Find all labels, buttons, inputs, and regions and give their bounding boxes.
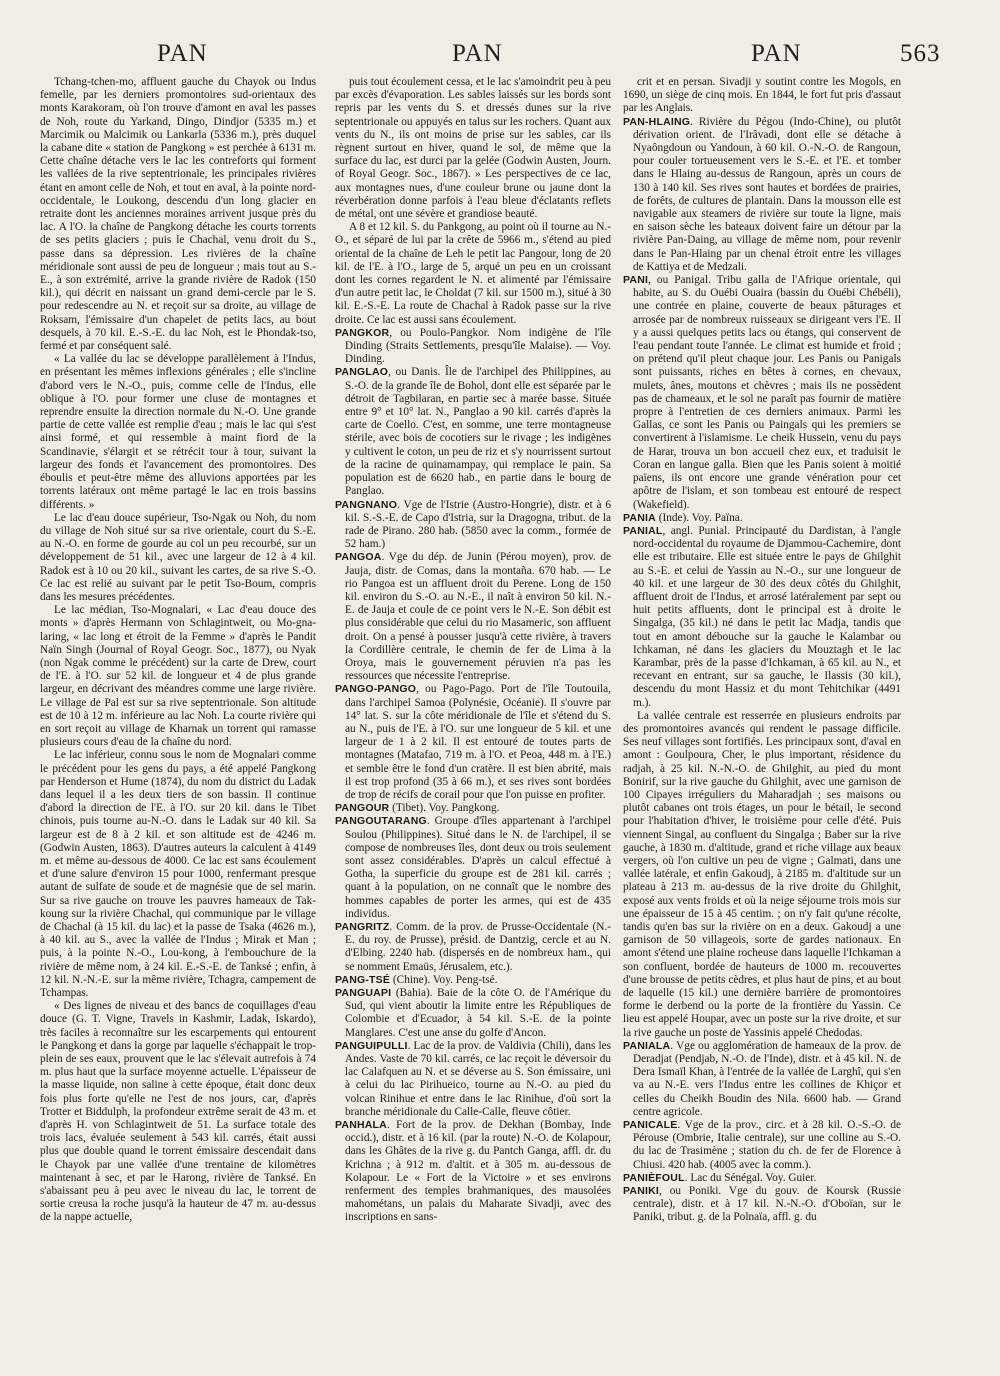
dictionary-entry (623, 1040, 901, 1119)
page-number: 563 (900, 40, 941, 67)
paragraph: « La vallée du lac se développe parallèlement à l'Indus, en présentant les mêmes inflexions générales ; elle s'incline d'abord vers le N.-O., puis, comme celle de l'Indus, elle oblique à l'O. pour former une cluse de montagnes et reprendre ensuite la direction normale du N.-O. Une grande partie de cette vallée est remplie d'eau ; mais le lac qui s'est ainsi formé, et qui ressemble à maint fiord de la Scandinavie, s'élargit et se rétrécit tour à tour, suivant la largeur des fonds et l'avancement des promontoires. Des éboulis et peut-être même des alluvions apportées par les torrents latéraux ont même partagé le lac en trois bassins différents. » (40, 353, 316, 511)
paragraph: A 8 et 12 kil. S. du Pankgong, au point où il tourne au N.-O., et séparé de lui par la crête de 5966 m., s'étend au pied oriental de la chaîne de Leh le petit lac Pangour, long de 20 kil. de l'E. à l'O., large de 5, arqué un peu en un croissant dont les cornes regardent le N. et alimenté par l'émissaire d'un autre petit lac, le Choldat (7 kil. sur 1500 m.), situé à 30 kil. E.-S.-E. La route de Chachal à Radok passe sur la rive droite. Ce lac est aussi sans écoulement. (335, 221, 611, 326)
paragraph: La vallée centrale est resserrée en plusieurs endroits par des promontoires avancés qui rendent le passage difficile. Ses neuf villages sont fortifiés. Les principaux sont, d'aval en amont : Goulpoura, Cher, le plus important, résidence du radjah, à 25 kil. N.-N.-O. de Ghilghit, au pied du mont Bonirif, sur la rive gauche du Ghilghit, avec une garnison de 100 Cipayes irréguliers du Maharadjah ; ses maisons ou plutôt cabanes ont trois étages, un pour le bétail, le second pour l'habitation d'hiver, le troisième pour celle d'été. Puis viennent Singal, au confluent du Singalga ; Baber sur la rive gauche, à 1830 m. d'altitude, grand et riche village aux beaux vergers, où l'on cultive un peu de vigne ; Galmati, dans une vallée latérale, et enfin Gakoudj, à 2185 m. d'altitude sur un plateau à 213 m. au-dessus de la rive droite du Ghilghit, exposé aux vents froids et où la neige séjourne trois mois sur une épaisseur de 15 à 45 centim. ; on n'y fait qu'une récolte, tandis qu'en bas sur la rivière on en a deux. Gakoudj a une garnison de 50 villageois, sorte de gardes nationaux. En amont s'étend une plaine rocheuse dans laquelle l'Ichkaman a son confluent, bordée de hauteurs de 1000 m. recouvertes d'une brousse de petits cèdres, et plus haut de pins, et au bout de laquelle (15 kil.) une dernière barrière de promontoires forme le derbend ou la porte de la frontière du Yassin. Ce lieu est appelé Houpar, avec un poste sur la rive droite, et sur la rive gauche un poste de Yassinis appelé Chedodas. (623, 709, 901, 1039)
dictionary-entry (335, 499, 611, 552)
entry-body: . Groupe d'îles appartenant à l'archipel Soulou (Philippines). Situé dans le N. de l'archipel, il se compose de nombreuses îles, dont deux ou trois seulement sont assez considérables. D'après un calcul effectué à Gotha, la superficie du groupe est de 281 kil. carrés ; quant à la population, on ne connaît que le nombre des hommes capables de porter les armes, qui est de 435 individus. (345, 815, 611, 920)
entry-headword: PANI (623, 274, 649, 287)
entry-body: (Inde). Voy. Païna. (655, 511, 743, 524)
dictionary-entry (335, 1119, 611, 1225)
running-head-left: PAN (157, 40, 208, 67)
entry-headword: PANGNANO (335, 498, 398, 511)
dictionary-entry (335, 802, 611, 815)
dictionary-entry (623, 1185, 901, 1225)
entry-headword: PANHALA (335, 1119, 387, 1132)
entry-headword: PANGKOR (335, 326, 390, 339)
entry-headword: PANG-TSÉ (335, 973, 391, 986)
paragraph: Le lac d'eau douce supérieur, Tso-Ngak ou Noh, du nom du village de Noh situé sur sa rive orientale, court du S.-E. au N.-O. en forme de gourde au col un peu recourbé, sur un développement de 51 kil., avec une largeur de 12 à 4 kil. Radok est à 10 ou 20 kil., suivant les cartes, de sa rive S.-O. Ce lac est relié au suivant par le petit Tso-Boum, compris dans les mesures précédentes. (40, 511, 316, 603)
entry-body: , ou Danis. Île de l'archipel des Philippines, au S.-O. de la grande île de Bohol, dont elle est séparée par le détroit de Tagbilaran, en partie sec à marée basse. Située entre 9° et 10° lat. N., Panglao a 90 kil. carrés d'après la carte de Coello. C'est, en somme, une terre montagneuse stérile, avec bois de cocotiers sur le rivage ; les indigènes y cultivent le coton, un peu de riz et s'y nourrissent surtout de la racine de quinamampay, qui remplace le pain. Sa population est de 6620 hab., en partie dans le bourg de Panglao. (345, 366, 611, 498)
entry-headword: PANGOUTARANG (335, 815, 427, 828)
dictionary-entry (623, 274, 901, 512)
entry-headword: PANIKI (623, 1185, 660, 1198)
dictionary-entry (335, 987, 611, 1040)
dictionary-entry (335, 815, 611, 921)
entry-headword: PANIALA (623, 1039, 671, 1052)
dictionary-entry (623, 525, 901, 710)
running-head-right: PAN (751, 40, 802, 67)
paragraph: Le lac inférieur, connu sous le nom de Mognalari comme le précédent pour les gens du pays, a été appelé Pangkong par Henderson et Hume (1874), du nom du district du Ladak dans lequel il a les deux tiers de son bassin. Il continue d'abord la direction de l'E. à l'O. sur 20 kil. dans le Tibet chinois, puis tourne au-N.-O. dans le Ladak sur 40 kil. Sa largeur est de 8 à 2 kil. et son altitude est de 4246 m. (Godwin Austen, 1863). D'autres auteurs la calculent à 4149 m. et même au-dessous de 4000. Ce lac est sans écoulement et d'une salure d'environ 15 pour 1000, renfermant presque autant de sulfate de soude et de magnésie que de sel marin. Sur sa rive gauche on trouve les pauvres hameaux de Tak-koung sur la rivière Chachal, qui communique par le village de Chachal (à 15 kil. du lac) et la passe de Tsaka (4626 m.), à 40 kil. au S., avec la vallée de l'Indus ; Mirak et Man ; puis, à la pointe N.-O., Lou-kong, à l'embouchure de la rivière de même nom, à 24 kil. E.-S.-E. de Tanksé ; enfin, à 12 kil. N.-N.-E. sur la même rivière, Tchagra, campement de Tchampas. (40, 749, 316, 1000)
entry-headword: PANGUIPULLI (335, 1039, 408, 1052)
entry-body: , ou Pago-Pago. Port de l'île Toutouila, dans l'archipel Samoa (Polynésie, Océanie). Il s'ouvre par 14° lat. S. sur la côte méridionale de l'île et s'étend du S. au N., puis de l'E. à l'O. sur une longueur de 5 kil. et une largeur de 1 à 2 kil. Il est entouré de toutes parts de montagnes (Matafao, 719 m. à l'O. et Peoa, 448 m. à l'E.) et semble être le fond d'un cratère. Il est bien abrité, mais il est trop profond (35 à 66 m.), et ses rives sont bordées de trop de récifs de corail pour que l'on puisse en profiter. (345, 683, 611, 801)
entry-headword: PANGRITZ (335, 921, 390, 933)
entry-body: , ou Poniki. Vge du gouv. de Koursk (Russie centrale), distr. et à 17 kil. N.-N.-O. d'Oboïan, sur le Paniki, tribut. g. de la Polnaïa, affl. g. du (633, 1185, 901, 1224)
paragraph: Le lac médian, Tso-Mognalari, « Lac d'eau douce des monts » d'après Hermann von Schlagintweit, ou Mo-gna-laring, « lac long et étroit de la Femme » d'après le Pandit Naïn Singh (Journal of Royal Geogr. Soc., 1877), ou Nyak (non Ngak comme le précédent) sur la carte de Drew, court de l'E. à l'O. sur 52 kil. de longueur et 4 de plus grande largeur, en décrivant des méandres comme une large rivière. Le village de Pal est sur sa rive septentrionale. Son altitude est de 10 à 12 m. inférieure au lac Noh. La courte rivière qui en sort reçoit au village de Kharnak un torrent qui ramasse plusieurs cours d'eau de la chaîne du nord. (40, 604, 316, 749)
dictionary-entry (623, 116, 901, 274)
entry-body: . Lac de la prov. de Valdivia (Chili), dans les Andes. Vaste de 70 kil. carrés, ce lac reçoit le déversoir du lac Calafquen au N. et se déverse au S. Son émissaire, uni à celui du lac Pirihueico, tourne au N.-O. au pied du volcan Rinihue et entre dans le lac Rinihue, d'où sort la branche méridionale du Calle-Calle, fleuve côtier. (345, 1039, 611, 1118)
entry-headword: PANIA (623, 511, 656, 524)
entry-headword: PANICALE (623, 1119, 678, 1132)
entry-body: . Rivière du Pégou (Indo-Chine), ou plutôt dérivation orient. de l'Irâvadi, dont elle se détache à Nyaôngdoun ou Yandoun, à 60 kil. O.-N.-O. de Rangoun, pour couler tortueusement vers le S.-E. et l'E. et tomber dans le Hlaing au-dessus de Rangoun, après un cours de 130 à 140 kil. Ses rives sont hautes et bordées de prairies, de forêts, de cultures de plantain. Dans la mousson elle est navigable aux steamers de rivière sur toute la ligne, mais en saison sèche les bateaux doivent faire un détour par la rivière Pan-Daing, au village de même nom, pour revenir dans le Pan-Hlaing par un chenal étroit entre les villages de Kattiya et de Medzali. (633, 115, 901, 273)
dictionary-entry (623, 512, 901, 525)
text-column-2 (335, 76, 611, 1366)
entry-body: . Lac du Sénégal. Voy. Guier. (684, 1171, 817, 1184)
entry-headword: PANGUAPI (335, 987, 392, 1000)
dictionary-entry (335, 1040, 611, 1119)
paragraph: Tchang-tchen-mo, affluent gauche du Chayok ou Indus femelle, par les derniers promontoires sud-orientaux des monts Karakoram, où l'on trouve d'amont en aval les passes de Noh, route du Yarkand, Dingo, Dindjor (5335 m.) et Marcimik ou Malcimik ou Lankarla (5336 m.), près duquel la cabane dite « station de Pangkong » est perchée à 6131 m. Cette chaîne détache vers le lac les contreforts qui forment les vallées de la rive septentrionale, les principales rivières étant en amont celle de Noh, et tout en aval, à la pointe nord-occidentale, le Loukong, descendu d'un long glacier en retraite dont les anciennes moraines arrivent jusque près du lac. A l'O. la chaîne de Pangkong détache les courts torrents de ses petits glaciers ; puis le Chachal, venu droit du S., passe dans sa dépression. Les rivières de la chaîne méridionale sont aussi de peu de longueur ; mais tout au S.-E., à son extrémité, arrive la grande rivière de Radok (150 kil.), qui décrit en naissant un grand demi-cercle par le S. pour redescendre au N. et reçoit sur sa droite, au village de Roksam, l'émissaire d'un chapelet de petits lacs, au bout desquels, à 70 kil. E.-S.-E. du lac Noh, est le Phondak-tso, fermé et par conséquent salé. (40, 76, 316, 353)
entry-body: . Vge du dép. de Junin (Pérou moyen), prov. de Jauja, distr. de Comas, dans la montaña. 670 hab. — Le rio Pangoa est un affluent droit du Perene. Long de 150 kil. environ du S.-O. au N.-E., il naît à environ 50 kil. N.-E. de Jauja et coule de ce point vers le N.-E. Son débit est plus considérable que celui du rio Masameric, son affluent droit. On a pensé à pousser jusqu'à cette rivière, à travers la Cordillère centrale, le chemin de fer de Lima à la Oroya, mais le gouvernement péruvien n'a pas les ressources que nécessite l'entreprise. (345, 551, 611, 683)
dictionary-entry (623, 1172, 901, 1185)
entry-body: (Chine). Voy. Peng-tsé. (390, 973, 498, 986)
entry-headword: PANIAL (623, 524, 663, 537)
entry-body: (Bahia). Baie de la côte O. de l'Amérique du Sud, qui vient aboutir la limite entre les Républiques de Colombie et d'Ecuador, à 54 kil. S.-E. de la pointe Manglares. C'est une anse du golfe d'Ancon. (345, 987, 611, 1039)
entry-body: (Tibet). Voy. Pangkong. (389, 802, 500, 815)
entry-headword: PANGOA (335, 551, 382, 564)
paragraph: puis tout écoulement cessa, et le lac s'amoindrit peu à peu par excès d'évaporation. Les sables laissés sur les bords sont repris par les vents du S. et dressés dunes sur la rive septentrionale ou appuyés en talus sur les rochers. Quant aux vents du N., ils ont moins de prise sur les sables, car ils règnent surtout en hiver, quand le sol, de même que la surface du lac, est durci par la gelée (Godwin Austen, Journ. of Royal Geogr. Soc., 1867). » Les perspectives de ce lac, aux montagnes nues, d'une couleur brune ou jaune dont la réverbération donne parfois à l'eau bleue d'éclatants reflets de métal, ont une sévère et grandiose beauté. (335, 76, 611, 221)
entry-headword: PANGLAO (335, 366, 389, 379)
entry-headword: PANGOUR (335, 802, 390, 815)
entry-headword: PANIÈFOUL (623, 1171, 685, 1184)
entry-headword: PANGO-PANGO (335, 683, 417, 696)
dictionary-entry (335, 921, 611, 974)
entry-body: . Vge ou agglomération de hameaux de la prov. de Deradjat (Pendjab, N.-O. de l'Inde), distr. et à 45 kil. N. de Dera Ismaïl Khan, à l'entrée de la vallée de Larghî, qui s'en va au N.-E. vers l'Indus entre les collines de Khiçor et celles du Cheikh Boudin des Nila. 6600 hab. — Grand centre agricole. (633, 1039, 901, 1118)
dictionary-entry (335, 683, 611, 802)
entry-body: . Fort de la prov. de Dekhan (Bombay, Inde occid.), distr. et à 16 kil. (par la route) N.-O. de Kolapour, dans les Ghâtes de la rive g. du Pantch Ganga, affl. dr. du Krichna ; à 912 m. d'altit. et à 305 m. au-dessous de Kolapour. Le « Fort de la Victoire » et ses environs renferment des temples brahmaniques, des mausolées mahométans, un palais du Maharate Sivadji, avec des inscriptions en sans- (345, 1119, 611, 1224)
running-head-center: PAN (452, 40, 503, 67)
dictionary-entry (335, 366, 611, 498)
dictionary-entry (335, 327, 611, 367)
dictionary-entry (335, 974, 611, 987)
entry-body: , ou Panigal. Tribu galla de l'Afrique orientale, qui habite, au S. du Ouébi Ouaira (bassin du Ouébi Chébéli), une contrée en plaine, couverte de beaux pâturages et arrosée par de nombreux ruisseaux se dirigeant vers l'E. Il y a aussi quelques petits lacs ou étangs, qui conservent de l'eau pendant toute l'année. Le climat est humide et froid ; on prétend qu'il pleut chaque jour. Les Panis ou Panigals sont puissants, riches en bêtes à cornes, en chevaux, mulets, ânes, moutons et chèvres ; mais ils ne possèdent pas de chameaux, et le sol ne paraît pas fournir de matière propre à l'entretien de ces derniers animaux. Parmi les Gallas, ce sont les Panis ou Paingals qui les premiers se convertirent à l'islamisme. Le cheik Hussein, venu du pays de Harar, trouva un bon accueil chez eux, et traduisit le Coran en langue galla. Bien que les Panis soient à moitié païens, ils ont encore une grande vénération pour cet apôtre de l'islam, et son tombeau est entouré de respect (Wakefield). (633, 274, 901, 511)
paragraph: « Des lignes de niveau et des bancs de coquillages d'eau douce (G. T. Vigne, Travels in Kashmir, Ladak, Iskardo), très faciles à reconnaître sur les escarpements qui entourent le Pangkong et dans la gorge par laquelle s'échappait le trop-plein de ses eaux, prouvent que le lac s'élevait autrefois à 74 m. plus haut que la surface moyenne actuelle. L'épaisseur de la masse liquide, non saline à cette époque, était donc deux fois plus forte qu'elle ne l'est de nos jours, car, d'après Trotter et Biddulph, la profondeur extrême serait de 43 m. et d'après H. von Schlagintweit de 51. La surface totale des trois lacs, évaluée seulement à 543 kil. carrés, était aussi plus que double quand le torrent émissaire descendait dans le Chayok par une vallée d'une trentaine de kilomètres maintenant à sec, et par le Harong, rivière de Tanksé. En s'abaissant peu à peu avec le niveau du lac, le torrent de sortie creusa la roche jusqu'à la hauteur de 47 m. au-dessus de la nappe actuelle, (40, 1000, 316, 1224)
dictionary-entry (335, 551, 611, 683)
dictionary-entry (623, 1119, 901, 1172)
entry-body: . Comm. de la prov. de Prusse-Occidentale (N.-E. du roy. de Prusse), présid. de Dantzig, cercle et au N. d'Elbing. 2240 hab. (dispersés en de nombreux ham., qui se nomment Emaüs, Jérusalem, etc.). (345, 921, 611, 973)
entry-body: . Vge de la prov., circ. et à 28 kil. O.-S.-O. de Pérouse (Ombrie, Italie centrale), sur une colline au S.-O. du lac de Trasimène ; station du ch. de fer de Florence à Chiusi. 420 hab. (4005 avec la comm.). (633, 1119, 901, 1171)
entry-body: , angl. Punial. Principauté du Dardistan, à l'angle nord-occidental du royaume de Djammou-Cachemire, dont elle est tributaire. Elle est située entre le pays de Ghilghit au S.-E. et celui de Yassin au N.-O., sur une longueur de 40 kil. et une largeur de 30 des deux côtés du Ghilghit, affluent droit de l'Indus, et arrosé latéralement par sept ou huit petits affluents, dont le principal est à droite le Singalga, (35 kil.) né dans le petit lac Madja, tandis que tout en amont débouche sur la gauche le Kalambar ou Ichkaman, né dans les glaciers du Mouztagh et le lac Karambar, près de la passe d'Ichkaman, à 65 kil. au N., et recevant en entrant, sur sa gauche, le Ilassis (30 kil.), descendu du mont Hassiz et du mont Tehitchikar (4491 m.). (633, 524, 901, 709)
paragraph: crit et en persan. Sivadji y soutint contre les Mogols, en 1690, un siège de cinq mois. En 1844, le fort fut pris d'assaut par les Anglais. (623, 76, 901, 115)
entry-headword: PAN-HLAING (623, 115, 691, 128)
text-column-1 (40, 76, 316, 1366)
text-column-3 (623, 76, 901, 1366)
entry-body: , ou Poulo-Pangkor. Nom indigène de l'île Dinding (Straits Settlements, presqu'île Malaise). — Voy. Dinding. (345, 326, 611, 366)
entry-body: . Vge de l'Istrie (Austro-Hongrie), distr. et à 6 kil. S.-S.-E. de Capo d'Istria, sur la Dragogna, tribut. de la rade de Pirano. 280 hab. (5850 avec la comm., formée de 52 ham.) (345, 498, 611, 551)
